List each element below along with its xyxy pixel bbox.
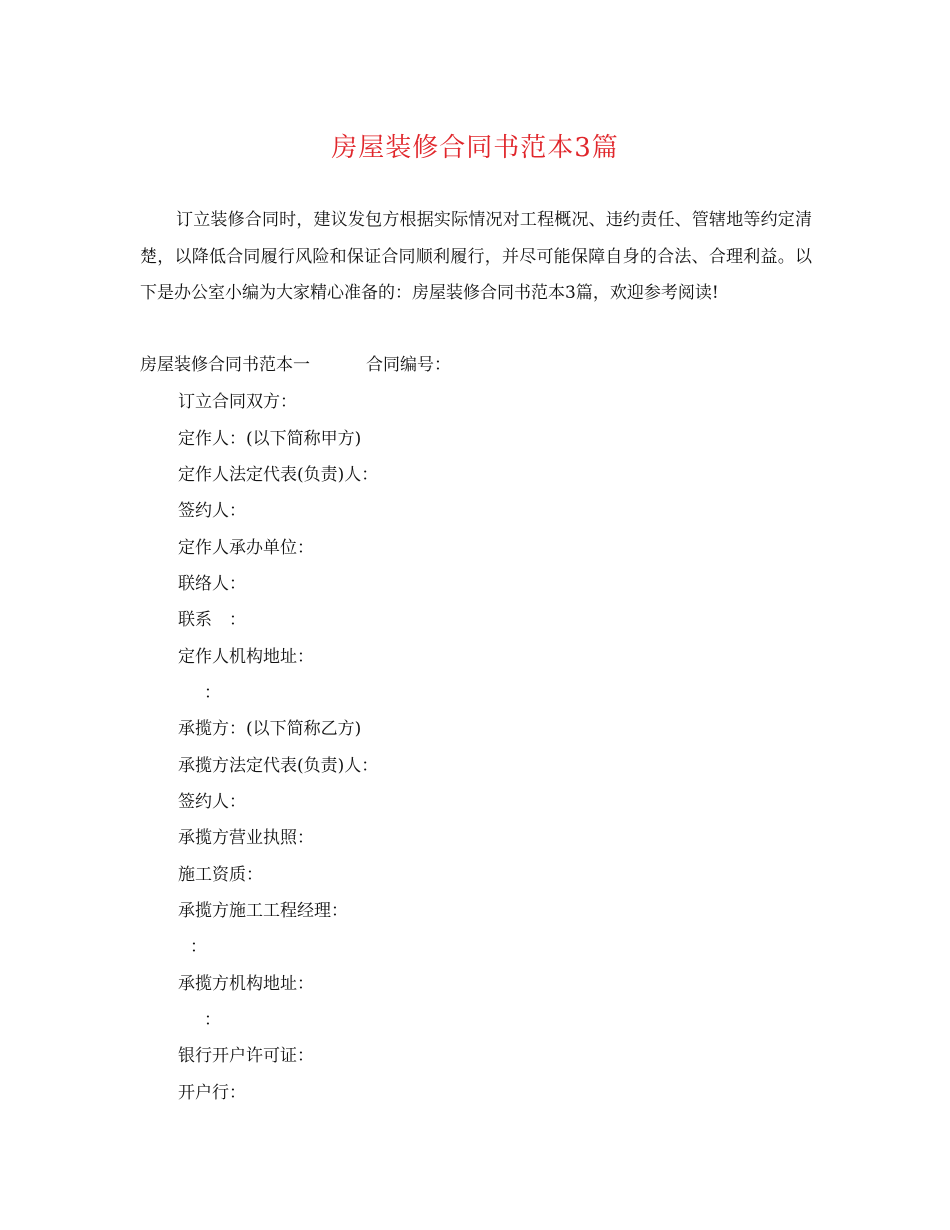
- party-a-contact-person-label: 联络人：: [178, 574, 246, 594]
- party-b-legal-rep-label: 承揽方法定代表(负责)人：: [178, 756, 379, 776]
- section-title: 房屋装修合同书范本一: [140, 355, 310, 375]
- party-a-signatory-label: 签约人：: [178, 501, 246, 521]
- section-heading-row: [140, 352, 451, 378]
- bank-account-permit-label: 银行开户许可证：: [178, 1046, 314, 1066]
- party-a-unit-label: 定作人承办单位：: [178, 538, 314, 558]
- party-a-address-label: 定作人机构地址：: [178, 647, 314, 667]
- party-a-address-continuation: ：: [204, 683, 221, 703]
- party-b-address-continuation: ：: [204, 1010, 221, 1030]
- party-b-address-label: 承揽方机构地址：: [178, 974, 314, 994]
- construction-qualification-label: 施工资质：: [178, 865, 263, 885]
- party-a-label: 定作人：(以下简称甲方): [178, 429, 362, 449]
- contract-parties-label: 订立合同双方：: [178, 392, 297, 412]
- project-manager-continuation: ：: [190, 937, 207, 957]
- party-b-project-manager-label: 承揽方施工工程经理：: [178, 901, 348, 921]
- party-b-business-license-label: 承揽方营业执照：: [178, 828, 314, 848]
- party-b-label: 承揽方：(以下简称乙方): [178, 719, 362, 739]
- contract-number-label: 合同编号：: [366, 355, 451, 375]
- opening-bank-label: 开户行：: [178, 1083, 246, 1103]
- document-title: 房屋装修合同书范本3篇: [331, 133, 619, 163]
- party-b-signatory-label: 签约人：: [178, 792, 246, 812]
- intro-paragraph: 订立装修合同时，建议发包方根据实际情况对工程概况、违约责任、管辖地等约定清楚，以降低合同履行风险和保证合同顺利履行，并尽可能保障自身的合法、合理利益。以下是办公室小编为大家精心准备的：房屋装修合同书范本3篇，欢迎参考阅读!: [140, 210, 812, 303]
- party-a-legal-rep-label: 定作人法定代表(负责)人：: [178, 465, 379, 485]
- party-a-contact-label: 联系 ：: [178, 610, 246, 630]
